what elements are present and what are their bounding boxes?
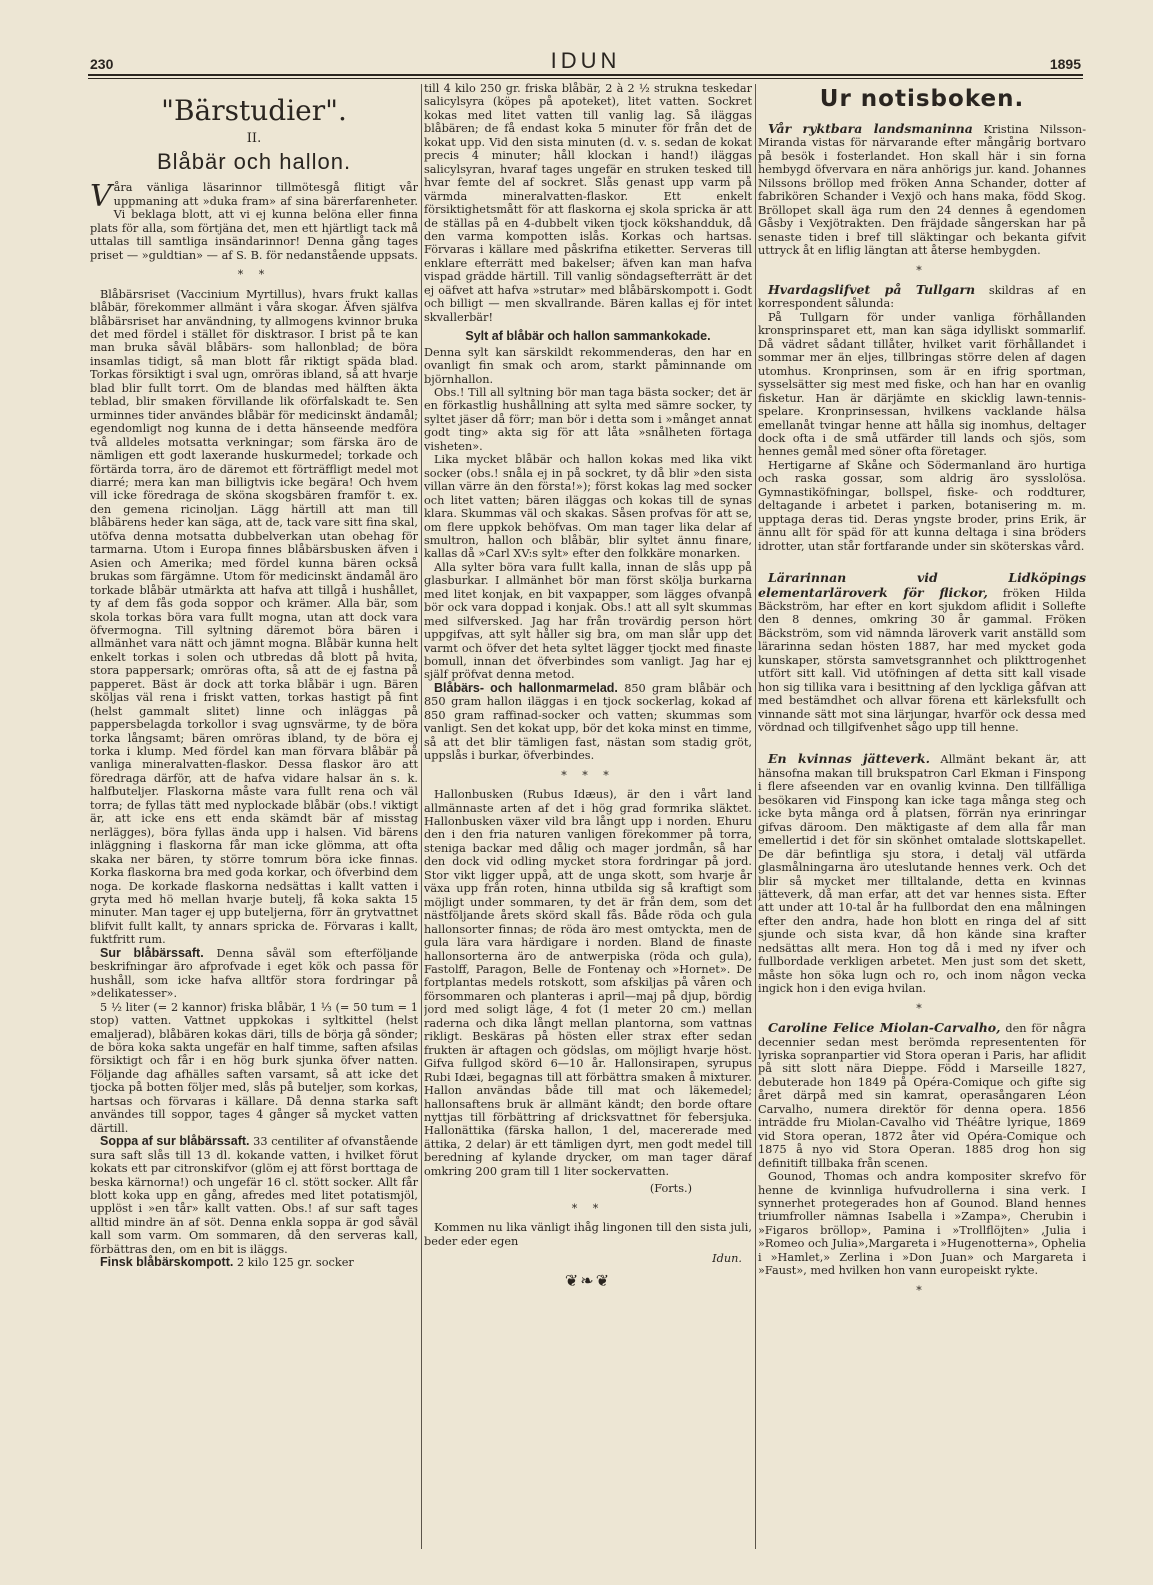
notis-item-5b: Gounod, Thomas och andra kompositer skrefvo för henne de kvinnliga hufvudrollerna i sina verk. I synnerhet protegerades hon af Gounod. Bland hennes triumfroller nämnas Isabella i »Zampa», Cherubin i »Figaros bröllop», Pamina i »Trollflöjten» ,Julia i »Romeo och Julia»,Margareta i »Hugenotterna», Ophelia i »Hamlet,» Zerlina i »Don Juan» och Margareta i »Faust», med hvilken hon vann europeiskt rykte. (758, 1170, 1086, 1278)
column-rule-2 (755, 84, 756, 1549)
notis-item-1: Vår ryktbara landsmaninna Kristina Nilsson-Miranda vistas för närvarande efter mångårig bortvaro på besök i fosterlandet. Hon skall här i sin forna hembygd öfvervara en nära anhörigs jur. kand. Johannes Nilssons bröllop med fröken Anna Schander, dotter af fabrikören Schander i Vexjö och hans maka, född Skog. Bröllopet skall äga rum den 24 dennes å egendomen Gåsby i Vexjötrakten. Den fräjdade sångerskan har på senaste tiden i bref till släktingar och bekanta gifvit uttryck åt en liflig längtan att återse hembygden. (758, 121, 1086, 258)
separator-star: * (916, 1283, 928, 1297)
recipe-heading: Sur blåbärssaft. (100, 945, 204, 960)
notis-heading: Lärarinnan vid Lidköpings elementarläroverk för flickor, (758, 570, 1086, 600)
notis-item-2c: Hertigarne af Skåne och Södermanland äro hurtiga och raska gossar, som aldrig äro sysslolösa. Gymnastiköfningar, bollspel, fiske- och roddturer, deltagande i arbetet i parken, botanisering m. m. upptaga deras tid. Deras yngste broder, prins Erik, är ännu allt för späd för att kunna deltaga i sina bröders idrotter, utan står fortfarande under sin sköterskas vård. (758, 458, 1086, 553)
separator-star: * (916, 263, 928, 277)
sylt-paragraph-3: Lika mycket blåbär och hallon kokas med lika vikt socker (obs.! snåla ej in på sockret, ty då blir »den sista villan värre än den första!»); först kokas lag med socker och litet vatten; bären iläggas och kokas till de synas klara. Skummas väl och skakas. Såsen profvas för att se, om flere uppkok behöfvas. Om man tager lika delar af smultron, hallon och blåbär, blir syltet ännu finare, kallas då »Carl XV:s sylt» efter den folkkäre monarken. (424, 453, 752, 561)
sur-blabarssaft-paragraph: Sur blåbärssaft. Denna såväl som efterföljande beskrifningar äro afprofvade i eget kök och passa för hushåll, som icke hafva alltför stora fordringar på »delikatesser». (90, 945, 418, 1001)
sur-blabarssaft-recipe: 5 ½ liter (= 2 kannor) friska blåbär, 1 ⅓ (= 50 tum = 1 stop) vatten. Vattnet uppkokas i syltkittel (helst emaljerad), blåbären kokas däri, tills de börja gå sönder; de böra koka sakta ungefär en half timme, saften afsilas försiktigt och får i en hög burk sjunka öfver natten. Följande dag afhälles saften varsamt, så att icke det tjocka på botten följer med, slås på buteljer, som korkas, hartsas och förvaras i källare. Då denna starka saft användes till soppor, tages 4 gånger så mycket vatten därtill. (90, 1000, 418, 1135)
recipe-heading: Soppa af sur blåbärssaft. (100, 1134, 250, 1149)
notis-item-2: Hvardagslifvet på Tullgarn skildras af en korrespondent sålunda: (758, 281, 1086, 311)
notis-item-2b: På Tullgarn för under vanliga förhållanden kronsprinsparet ett, man kan säga idylliskt sommarlif. Då vädret sådant tillåter, hvilket varit förhållandet i sommar mer än eljes, tillbringas större delen af dagen utomhus. Kronprinsen, som är en ifrig sportman, sysselsätter sig mest med fiske, och han har en ovanlig fisketur. Han är därjämte en skicklig lawn-tennis-spelare. Kronprinsessan, hvilkens vacklande hälsa emellanåt tvingar henne att hålla sig inomhus, deltager dock ofta i de små utfärder till lands och sjös, som hennes gemål med söner ofta företager. (758, 310, 1086, 459)
blueberry-paragraph: Blåbärsriset (Vaccinium Myrtillus), hvars frukt kallas blåbär, förekommer allmänt i våra skogar. Äfven själfva blåbärsriset har användning, ty allmogens kvinnor bruka det med fördel i stället för disktrasor. I brist på te kan man bruka såväl blåbärs- som hallonblad; de böra insamlas tidigt, så man blott får riktigt späda blad. Torkas försiktigt i sval ugn, omröras ibland, så att hvarje blad blir fullt torrt. Om de blandas med hälften äkta teblad, blir smaken förvillande lik oförfalskadt te. Sen urminnes tider användes blåbär för medicinskt ändamål; egendomligt nog kunna de i detta hänseende medföra två alldeles motsatta verkningar; som färska äro de nämligen ett godt laxerande huskurmedel; torkade och förtärda torra, äro de däremot ett förträffligt medel mot diarré; mera kan man billigtvis icke begära! Och hvem vill icke föredraga de sköna skogsbären framför t. ex. den gemena ricinoljan. Lägg härtill att man till blåbärens heder kan säga, att de, tack vare sitt fina skal, utöfva denna motsatta dubbelverkan utan obehag för tarmarna. Utom i Europa finnes blåbärsbusken äfven i Asien och Amerika; med fördel kunna bären också brukas som färgämne. Utom för medicinskt ändamål äro torkade blåbär utmärkta att hafva att tillgå i hushållet, ty af dem fås goda soppor och krämer. Alla bär, som skola torkas böra vara fullt mogna, utan att dock vara öfvermogna. Till syltning däremot böra bären i allmänhet vara nätt och jämnt mogna. Blåbär kunna helt enkelt torkas i solen och utbredas då blott på hvita, stora pappersark; omröras ofta, så att de ej fastna på papperet. Bäst är dock att torka blåbär i ugn. Bären sköljas väl rena i friskt vatten, torkas hastigt på fint (helst gammalt slitet) linne och inläggas på pappersbelagda torkollor i svag ugnsvärme, ty de böra torka långsamt; bären omröras ibland, ty de böra ej torka i klump. Med fördel kan man förvara blåbär på vanliga mineralvatten-flaskor. Dessa flaskor äro att föredraga därför, att de hafva vidare halsar än s. k. halfbuteljer. Flaskorna måste vara fullt rena och väl torra; de fyllas tätt med nyplockade blåbär (obs.! viktigt är, att icke ens ett enda skämdt bär af misstag nerlägges), böra fyllas ända upp i halsen. Vid bärens inläggning i flaskorna får man icke glömma, att ofta skaka ner bären, ty större tomrum böra icke finnas. Korka flaskorna bra med goda korkar, och öfverbind dem noga. De korkade flaskorna nedsättas i kallt vatten i gryta med hö mellan hvarje butelj, få koka sakta 15 minuter. Man tager ej upp buteljerna, förr än grytvattnet blifvit fullt kallt, ty annars spricka de. Förvaras i kallt, fuktfritt rum. (90, 287, 418, 947)
sylt-paragraph-4: Alla sylter böra vara fullt kalla, innan de slås upp på glasburkar. I allmänhet bör man först skölja burkarna med litet konjak, en bit vaxpapper, som lägges ofvanpå bör ock vara doppad i konjak. Obs.! att all sylt skummas med silfversked. Jag har från trovärdig person hört uppgifvas, att sylt håller sig bra, om man slår upp det varmt och öfver det heta syltet lägger tjockt med finaste bomull, innan det öfverbindes som vanligt. Jag har ej själf pröfvat denna metod. (424, 560, 752, 682)
notis-heading: En kvinnas jätteverk. (768, 751, 930, 767)
recipe-heading: Finsk blåbärskompott. (100, 1255, 234, 1270)
section-stars: * * (237, 268, 271, 282)
drop-cap: V (90, 179, 112, 215)
closing-paragraph: Kommen nu lika vänligt ihåg lingonen till den sista juli, beder eder egen (424, 1221, 752, 1248)
notis-item-5: Caroline Felice Miolan-Carvalho, den för några decennier sedan mest berömda represententen för lyriska sopranpartier vid Stora operan i Paris, har aflidit på sitt slott nära Dieppe. Född i Marseille 1827, debuterade hon 1849 på Opéra-Comique och gifte sig året därpå med sin kamrat, operasångaren Léon Carvalho, numera direktör för denna opera. 1856 inträdde fru Miolan-Cavalho vid Théâtre lyrique, 1869 vid Stora operan, 1872 åter vid Opéra-Comique och 1875 å nyo vid Stora Operan. 1885 drog hon sig definitift tillbaka från scenen. (758, 1020, 1086, 1170)
soppa-paragraph: Soppa af sur blåbärssaft. 33 centiliter af ofvanstående sura saft slås till 13 dl. kokande vatten, i hvilket förut kokats ett par citronskifvor (glöm ej att först borttaga de beska kärnorna!) och ungefär 16 cl. stött socker. Allt får blott koka upp en gång, afredes med litet potatismjöl, upplöst i »en tår» kallt vatten. Obs.! af sur saft tages alltid mindre än af söt. Denna enkla soppa är god såväl kall som varm. Om sommaren, då den serveras kall, förbättras den, om en bit is iläggs. (90, 1134, 418, 1256)
notis-item-3: Lärarinnan vid Lidköpings elementarläroverk för flickor, fröken Hilda Bäckström, har efter en kort sjukdom aflidit i Sollefte den 8 dennes, omkring 30 år gammal. Fröken Bäckström, som vid nämnda läroverk varit anställd som lärarinna sedan hösten 1887, har med mycket goda kunskaper, största samvetsgrannhet och plikttrogenhet utfört sitt kall. Vid utöfningen af detta sitt kall visade hon sig tillika vara i besittning af den lyckliga gåfvan att med bestämdhet och allvar förena ett kärleksfullt och vinnande sätt mot sina lärjungar, hvarför ock dessa med vördnad och tillgifvenhet sågo upp till henne. (758, 570, 1086, 735)
sylt-paragraph-2: Obs.! Till all syltning bör man taga bästa socker; det är en förkastlig hushållning att sylta med sämre socker, ty syltet jäser då förr; man bör i detta som i »månget annat godt ting» akta sig för att låta »snålheten förtaga visheten». (424, 385, 752, 453)
spacer (758, 734, 1086, 752)
notis-item-4: En kvinnas jätteverk. Allmänt bekant är, att hänsofna makan till brukspatron Carl Ekman i Finspong i flere afseenden var en ovanlig kvinna. Den tillfälliga besökaren vid Finspong kan icke taga många steg och icke byta många ord å platsen, förrän nya erinringar gifvas däroom. Den mäktigaste af dem alla får man emellertid i det för sin skönhet omtalade slottskapellet. De där befintliga sju stora, i detalj väl utfärda glasmålningarna äro uteslutande hennes verk. Och det blir så mycket mer tilltalande, detta en kvinnas jätteverk, då man erfar, att det var hennes sista. Efter att under att 10-tal år ha fullbordat den ena målningen efter den andra, hade hon blott en ringa del af sitt sjunde och sista kvar, då hon kände sina krafter nedsättas allt mera. Hon tog då i med ny ifver och fullbordade verkligen arbetet. Men just som det skett, måste hon söka lugn och ro, och inom någon vecka ingick hon i den eviga hvilan. (758, 751, 1086, 996)
page-year: 1895 (1049, 56, 1081, 72)
notis-heading: Caroline Felice Miolan-Carvalho, (768, 1020, 1001, 1036)
recipe-heading: Sylt af blåbär och hallon sammankokade. (465, 329, 711, 344)
hallon-paragraph: Hallonbusken (Rubus Idæus), är den i vårt land allmännaste arten af det i hög grad formrika släktet. Hallonbusken växer vild bra långt upp i norden. Ehuru den i den fria naturen vanligen förekommer på torra, steniga backar med dålig och mager jordmån, så har den dock vid odling mycket stora fordringar på jord. Stor vikt ligger uppå, att de unga skott, som hvarje år växa upp från roten, hinna utbilda sig så kraftigt som möjligt under sommaren, ty det är från dem, som det nästföljande årets skörd skall fås. Både röda och gula hallonsorter finnas; de röda äro mest omtyckta, men de gula lära vara härdigare i norden. Bland de finaste hallonsorterna äro de antwerpiska (röda och gula), Fastolff, Paragon, Belle de Fontenay och »Hornet». De fortplantas medels rotskott, som afskiljas på våren och försommaren och planteras i april—maj på djup, bördig jord med soligt läge, 4 fot (1 meter 20 cm.) mellan raderna och dika långt mellan plantorna, som vattnas rikligt. Beskäras på hösten eller strax efter sedan frukten är aftagen och gödslas, om möjligt hvarje höst. Gifva fullgod skörd 6—10 år. Hallonsirapen, syrupus Rubi Idæi, begagnas till att förbättra smaken å mixturer. Hallon användas både till mat och läkemedel; hallonsaftens bruk är allmänt kändt; den borde oftare nyttjas till förbättring af dricksvattnet för febersjuka. Hallonättika (färska hallon, 1 del, macererade med ättika, 2 delar) är ett tämligen dyrt, men godt medel till beredning af kylande drycker, om man tager däraf omkring 200 gram till 1 liter sockervatten. (424, 788, 752, 1178)
magazine-title: IDUN (550, 48, 621, 73)
column-3 (758, 82, 1086, 1553)
article-part: II. (246, 131, 262, 146)
ornament-icon: ❦❧❦ (564, 1270, 612, 1290)
continued-note: (Forts.) (649, 1182, 692, 1196)
section-stars: * * (571, 1201, 605, 1215)
notis-heading: Vår ryktbara landsmaninna (768, 121, 973, 136)
notis-heading: Hvardagslifvet på Tullgarn (768, 281, 976, 297)
article-title: "Bärstudier". (161, 94, 347, 127)
signature: Idun. (712, 1252, 742, 1266)
notis-title: Ur notisboken. (819, 86, 1025, 112)
marmelad-paragraph: Blåbärs- och hallonmarmelad. 850 gram blåbär och 850 gram hallon iläggas i en tjock sockerlag, kokad af 850 gram raffinad-socker och vatten; skummas som vanligt. Sen det kokat upp, bör det koka minst en timme, så att det blir tämligen fast, nästan som stadig gröt, uppslås i burkar, öfverbindes. (424, 680, 752, 763)
article-subtitle: Blåbär och hallon. (156, 149, 352, 175)
page-header (88, 48, 1083, 76)
kompott-paragraph-cont: till 4 kilo 250 gr. friska blåbär, 2 à 2 ½ strukna teskedar salicylsyra (köpes på apoteket), litet vatten. Sockret kokas med litet vatten till vanlig lag. Så iläggas blåbären; de få endast koka 5 minuter för från det de kokat upp. Vid den sista minuten (d. v. s. sedan de kokat precis 4 minuter; håll klockan i hand!) iläggas salicylsyran, hvaraf tages ungefär en struken tesked till hvar femte del af sockret. Slås genast upp varm på värmda mineralvatten-flaskor. Ett enkelt försiktighetsmått för att flaskorna ej skola spricka är att de ställas på en 4-dubbelt viken tjock kökshandduk, då den varma kompotten islås. Korkas och hartsas. Förvaras i källare med påskrifna etiketter. Serveras till enklare efterrätt med bakelser; äfven kan man hafva vispad grädde härtill. Till vanlig söndagsefterrätt är det ej oäfvet att hafva »strutar» med blåbärskompott i. Godt och billigt — men skvallrande. Bären kallas ej för intet skvallerbär! (424, 82, 752, 324)
sylt-paragraph: Denna sylt kan särskildt rekommenderas, den har en ovanligt fin smak och arom, starkt påminnande om björnhallon. (424, 345, 752, 386)
recipe-heading: Blåbärs- och hallonmarmelad. (434, 680, 618, 695)
column-1 (90, 82, 418, 1553)
section-stars: * * * (561, 768, 615, 782)
separator-star: * (916, 1001, 928, 1015)
spacer (758, 553, 1086, 571)
kompott-paragraph-start: Finsk blåbärskompott. 2 kilo 125 gr. socker (100, 1255, 354, 1270)
intro-paragraph: Våra vänliga läsarinnor tillmötesgå flitigt vår uppmaning att »duka fram» af sina bärerfarenheter. Vi beklaga blott, att vi ej kunna belöna eller finna plats för alla, som förtjäna det, men ett hjärtligt tack må uttalas till samtliga insändarinnor! Denna gång tages priset — »guldtian» — af S. B. för nedanstående uppsats. (90, 179, 418, 262)
column-rule-1 (421, 84, 422, 1549)
column-2 (424, 82, 752, 1553)
page-number: 230 (90, 56, 114, 72)
